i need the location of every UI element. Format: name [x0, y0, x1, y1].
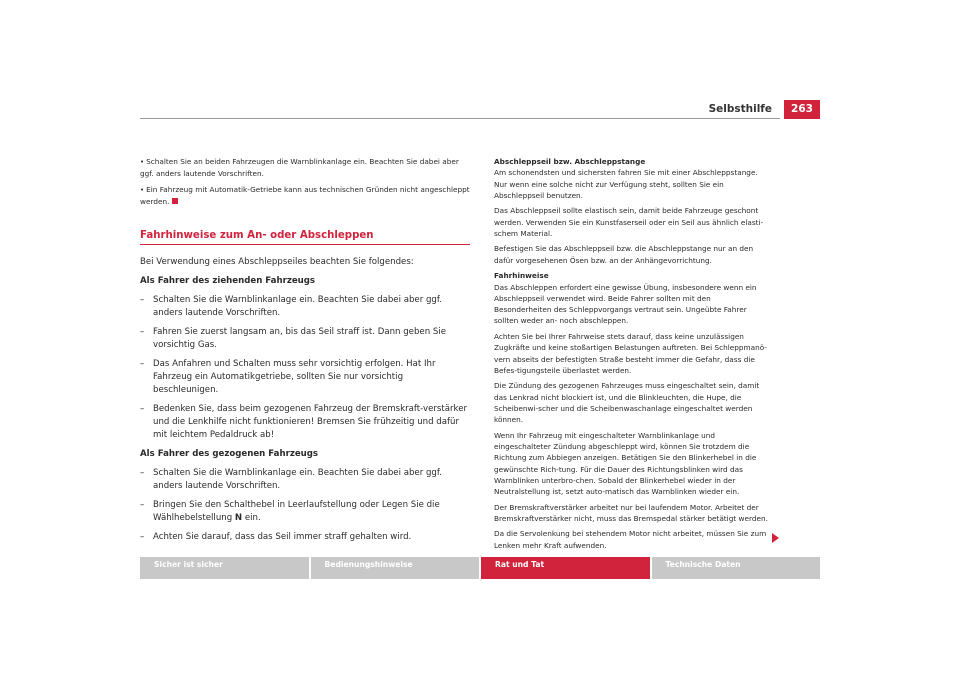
list-item: – Das Anfahren und Schalten muss sehr vorsichtig erfolgen. Hat Ihr Fahrzeug ein Automatikgetriebe, sollten Sie nur vorsichtig beschleunigen.	[140, 358, 436, 395]
page-header	[140, 100, 820, 119]
list-item: – Bringen Sie den Schalthebel in Leerlaufstellung oder Legen Sie die Wählhebelstellung N ein.	[140, 499, 440, 523]
bullet-text: Schalten Sie an beiden Fahrzeugen die Warnblinkanlage ein. Beachten Sie dabei aber ggf. anders lautende Vorschriften.	[140, 157, 459, 179]
paragraph: Die Zündung des gezogenen Fahrzeuges muss eingeschaltet sein, damit das Lenkrad nicht blockiert ist, und die Blinkleuchten, die Hupe, die Scheibenwi-scher und die Scheibenwaschanlage eingeschaltet werden können.	[494, 381, 760, 425]
intro-text: Bei Verwendung eines Abschleppseiles beachten Sie folgendes:	[140, 257, 414, 267]
continue-arrow-icon[interactable]	[772, 533, 779, 543]
subheading-tow-rope: Abschleppseil bzw. Abschleppstange	[494, 157, 646, 166]
header-rule	[140, 118, 780, 119]
paragraph: Der Bremskraftverstärker arbeitet nur bei laufendem Motor. Arbeitet der Bremskraftverstärker nicht, muss das Bremspedal stärker betätigt werden.	[494, 502, 768, 523]
dash-icon: –	[140, 358, 145, 369]
subheading-towing: Als Fahrer des ziehenden Fahrzeugs	[140, 275, 316, 286]
section-end-icon	[172, 198, 178, 204]
paragraph: Das Abschleppen erfordert eine gewisse Übung, insbesondere wenn ein Abschleppseil verwendet wird. Beide Fahrer sollten mit den Besonderheiten des Schleppvorgangs vertraut sein. Ungeübte Fahrer sollten weder an- noch abschleppen.	[494, 282, 757, 326]
paragraph: Befestigen Sie das Abschleppseil bzw. die Abschleppstange nur an den dafür vorgesehenen Ösen bzw. an der Anhängevorrichtung.	[494, 244, 754, 265]
paragraph: Am schonendsten und sichersten fahren Sie mit einer Abschleppstange. Nur wenn eine solche nicht zur Verfügung steht, sollten Sie ein Abschleppseil benutzen.	[494, 168, 758, 200]
tab-technische-daten[interactable]: Technische Daten	[652, 557, 821, 579]
footer-nav	[140, 557, 820, 579]
bullet-icon: •	[140, 158, 145, 166]
dash-icon: –	[140, 531, 145, 542]
list-item	[140, 184, 470, 208]
left-top-bullets	[140, 156, 470, 211]
list-item: – Fahren Sie zuerst langsam an, bis das Seil straff ist. Dann geben Sie vorsichtig Gas.	[140, 326, 447, 350]
subheading-driving-notes: Fahrhinweise	[494, 271, 549, 281]
paragraph: Das Abschleppseil sollte elastisch sein, damit beide Fahrzeuge geschont werden. Verwenden Sie ein Kunstfaserseil oder ein Seil aus ähnlich elasti-schem Material.	[494, 206, 764, 238]
list-item: – Schalten Sie die Warnblinkanlage ein. Beachten Sie dabei aber ggf. anders lautende Vorschriften.	[140, 467, 443, 491]
page-number: 263	[784, 100, 820, 119]
gear-position-label: N	[234, 513, 243, 523]
list-item: – Schalten Sie die Warnblinkanlage ein. Beachten Sie dabei aber ggf. anders lautende Vorschriften.	[140, 294, 443, 318]
paragraph: Achten Sie bei Ihrer Fahrweise stets darauf, dass keine unzulässigen Zugkräfte und keine stoßartigen Belastungen auftreten. Bei Schleppmanö-vern abseits der befestigten Straße besteht immer die Gefahr, dass die Befes-tigungsteile überlastet werden.	[494, 331, 767, 375]
dash-icon: –	[140, 294, 145, 305]
subheading-towed: Als Fahrer des gezogenen Fahrzeugs	[140, 449, 319, 459]
tab-rat-und-tat[interactable]: Rat und Tat	[481, 557, 650, 579]
dash-icon: –	[140, 499, 145, 510]
bullet-icon: •	[140, 185, 145, 194]
bullet-text: Ein Fahrzeug mit Automatik-Getriebe kann aus technischen Gründen nicht angeschleppt werden.	[140, 184, 470, 206]
tab-bedienungshinweise[interactable]: Bedienungshinweise	[311, 557, 480, 579]
list-item: – Bedenken Sie, dass beim gezogenen Fahrzeug der Bremskraft-verstärker und die Lenkhilfe nicht funktionieren! Bremsen Sie frühzeitig und dafür mit leichtem Pedaldruck ab!	[140, 403, 468, 441]
paragraph: Wenn Ihr Fahrzeug mit eingeschalteter Warnblinkanlage und eingeschalteter Zündung abgeschleppt wird, können Sie trotzdem die Richtung zum Abbiegen anzeigen. Betätigen Sie den Blinkerhebel in die gewünschte Rich-tung. Für die Dauer des Richtungsblinken wird das Warnblinken unterbro-chen. Sobald der Blinkerhebel wieder in der Neutralstellung ist, setzt auto-matisch das Warnblinken wieder ein.	[494, 430, 757, 497]
dash-icon: –	[140, 467, 145, 478]
dash-icon: –	[140, 326, 145, 337]
main-body	[140, 256, 470, 550]
section-title: Selbsthilfe	[708, 103, 772, 115]
list-item	[140, 156, 470, 180]
list-item: – Achten Sie darauf, dass das Seil immer straff gehalten wird.	[140, 531, 470, 544]
right-column	[494, 156, 770, 555]
dash-icon: –	[140, 403, 145, 414]
paragraph: Da die Servolenkung bei stehendem Motor nicht arbeitet, müssen Sie zum Lenken mehr Kraft aufwenden.	[494, 529, 767, 550]
tab-sicher-ist-sicher[interactable]: Sicher ist sicher	[140, 557, 309, 579]
section-heading: Fahrhinweise zum An- oder Abschleppen	[140, 230, 470, 245]
